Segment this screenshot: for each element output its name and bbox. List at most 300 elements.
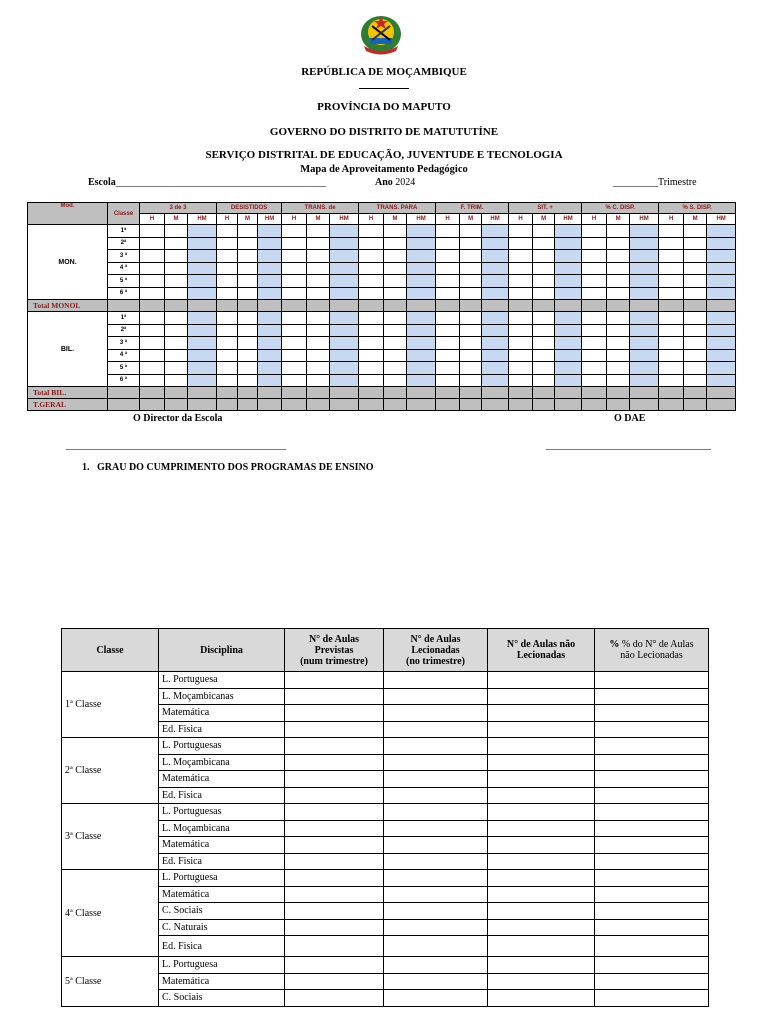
value-cell — [707, 312, 736, 325]
value-cell — [238, 225, 258, 238]
value-cell — [217, 300, 238, 312]
value-cell[interactable] — [384, 787, 488, 804]
value-cell — [407, 312, 436, 325]
value-cell[interactable] — [488, 919, 595, 936]
director-signature-line: ____________________________________________ — [66, 440, 286, 451]
value-cell — [555, 399, 582, 411]
table-row — [62, 973, 709, 990]
value-cell[interactable] — [285, 957, 384, 974]
value-cell — [707, 324, 736, 337]
value-cell[interactable] — [488, 853, 595, 870]
group-header: F. TRIM. — [436, 203, 509, 214]
value-cell — [630, 237, 659, 250]
value-cell — [482, 262, 509, 275]
value-cell[interactable] — [285, 688, 384, 705]
subject-label: L. Moçambicana — [159, 820, 285, 837]
value-cell — [384, 225, 407, 238]
value-cell — [258, 387, 282, 399]
mozambique-emblem-icon — [356, 8, 406, 56]
value-cell — [630, 275, 659, 288]
sub-header: M — [384, 214, 407, 225]
value-cell[interactable] — [384, 903, 488, 920]
value-cell — [684, 387, 707, 399]
value-cell — [359, 287, 384, 300]
value-cell[interactable] — [384, 973, 488, 990]
value-cell — [217, 225, 238, 238]
value-cell[interactable] — [384, 886, 488, 903]
subject-label: C. Naturais — [159, 919, 285, 936]
value-cell[interactable] — [595, 870, 709, 887]
value-cell[interactable] — [488, 705, 595, 722]
value-cell[interactable] — [488, 820, 595, 837]
value-cell — [436, 237, 460, 250]
value-cell — [188, 237, 217, 250]
grade-row — [28, 349, 736, 362]
value-cell — [460, 262, 482, 275]
grade-label: 6 ª — [108, 287, 140, 300]
value-cell — [359, 312, 384, 325]
value-cell[interactable] — [595, 990, 709, 1007]
value-cell[interactable] — [488, 787, 595, 804]
value-cell[interactable] — [595, 903, 709, 920]
value-cell — [307, 399, 330, 411]
value-cell — [330, 374, 359, 387]
value-cell — [684, 287, 707, 300]
value-cell — [258, 275, 282, 288]
value-cell — [282, 225, 307, 238]
value-cell — [238, 287, 258, 300]
value-cell — [482, 250, 509, 263]
sub-header: M — [684, 214, 707, 225]
value-cell — [533, 312, 555, 325]
value-cell — [140, 300, 165, 312]
value-cell[interactable] — [595, 820, 709, 837]
value-cell[interactable] — [285, 990, 384, 1007]
value-cell — [482, 275, 509, 288]
sub-header: M — [165, 214, 188, 225]
value-cell — [607, 300, 630, 312]
value-cell — [330, 237, 359, 250]
value-cell — [407, 225, 436, 238]
value-cell[interactable] — [488, 837, 595, 854]
value-cell — [436, 387, 460, 399]
grade-row — [28, 275, 736, 288]
value-cell — [282, 349, 307, 362]
value-cell[interactable] — [595, 688, 709, 705]
value-cell — [217, 250, 238, 263]
value-cell — [509, 349, 533, 362]
value-cell — [108, 300, 140, 312]
value-cell — [707, 225, 736, 238]
value-cell[interactable] — [384, 820, 488, 837]
value-cell — [330, 250, 359, 263]
value-cell — [330, 399, 359, 411]
sub-header: HM — [258, 214, 282, 225]
group-header: SIT. + — [509, 203, 582, 214]
value-cell — [509, 362, 533, 375]
value-cell — [407, 300, 436, 312]
value-cell — [482, 387, 509, 399]
value-cell — [582, 287, 607, 300]
value-cell — [140, 225, 165, 238]
value-cell — [217, 374, 238, 387]
value-cell — [707, 387, 736, 399]
value-cell — [460, 275, 482, 288]
ano-field: Ano 2024 — [375, 177, 416, 188]
value-cell — [384, 262, 407, 275]
value-cell — [555, 374, 582, 387]
dae-label: O DAE — [614, 413, 646, 424]
value-cell — [482, 225, 509, 238]
value-cell[interactable] — [384, 804, 488, 821]
value-cell — [436, 250, 460, 263]
subject-label: Ed. Fisica — [159, 853, 285, 870]
value-cell — [359, 324, 384, 337]
value-cell — [607, 387, 630, 399]
value-cell — [533, 250, 555, 263]
value-cell — [188, 374, 217, 387]
value-cell[interactable] — [285, 705, 384, 722]
value-cell — [509, 399, 533, 411]
value-cell — [330, 362, 359, 375]
value-cell — [630, 387, 659, 399]
value-cell — [684, 262, 707, 275]
value-cell[interactable] — [488, 771, 595, 788]
value-cell — [258, 349, 282, 362]
value-cell — [533, 362, 555, 375]
value-cell — [188, 275, 217, 288]
value-cell[interactable] — [488, 886, 595, 903]
value-cell — [582, 399, 607, 411]
value-cell — [509, 324, 533, 337]
value-cell[interactable] — [384, 936, 488, 957]
value-cell — [460, 324, 482, 337]
value-cell[interactable] — [285, 754, 384, 771]
subject-label: Matemática — [159, 771, 285, 788]
grade-label: 5 ª — [108, 362, 140, 375]
value-cell — [582, 337, 607, 350]
value-cell[interactable] — [595, 804, 709, 821]
value-cell — [555, 225, 582, 238]
value-cell — [258, 262, 282, 275]
value-cell[interactable] — [384, 919, 488, 936]
value-cell — [165, 324, 188, 337]
value-cell — [707, 237, 736, 250]
value-cell — [533, 262, 555, 275]
value-cell — [482, 337, 509, 350]
value-cell — [359, 225, 384, 238]
value-cell — [436, 399, 460, 411]
value-cell — [330, 262, 359, 275]
value-cell[interactable] — [595, 705, 709, 722]
table-row — [62, 936, 709, 957]
value-cell — [330, 337, 359, 350]
value-cell[interactable] — [595, 771, 709, 788]
value-cell — [659, 362, 684, 375]
value-cell — [684, 300, 707, 312]
value-cell[interactable] — [488, 870, 595, 887]
value-cell — [460, 287, 482, 300]
value-cell — [188, 399, 217, 411]
value-cell — [384, 362, 407, 375]
value-cell — [607, 337, 630, 350]
value-cell[interactable] — [595, 853, 709, 870]
value-cell — [359, 387, 384, 399]
value-cell[interactable] — [384, 754, 488, 771]
value-cell — [108, 399, 140, 411]
value-cell — [684, 324, 707, 337]
value-cell — [217, 324, 238, 337]
value-cell — [460, 337, 482, 350]
value-cell[interactable] — [488, 990, 595, 1007]
value-cell — [659, 300, 684, 312]
table-row — [62, 688, 709, 705]
value-cell — [460, 237, 482, 250]
table-row — [62, 990, 709, 1007]
value-cell — [509, 250, 533, 263]
value-cell — [582, 250, 607, 263]
value-cell — [582, 362, 607, 375]
divider — [359, 88, 409, 89]
value-cell — [165, 387, 188, 399]
subject-label: Matemática — [159, 837, 285, 854]
sub-header: HM — [188, 214, 217, 225]
value-cell — [533, 387, 555, 399]
value-cell[interactable] — [488, 804, 595, 821]
value-cell — [407, 337, 436, 350]
value-cell[interactable] — [488, 721, 595, 738]
value-cell[interactable] — [595, 973, 709, 990]
value-cell[interactable] — [488, 738, 595, 755]
value-cell[interactable] — [488, 957, 595, 974]
table-row — [62, 837, 709, 854]
value-cell[interactable] — [595, 672, 709, 689]
value-cell — [407, 374, 436, 387]
value-cell — [188, 300, 217, 312]
subject-label: Matemática — [159, 973, 285, 990]
sub-header: M — [460, 214, 482, 225]
value-cell — [436, 362, 460, 375]
value-cell — [533, 275, 555, 288]
grade-row — [28, 362, 736, 375]
value-cell — [630, 349, 659, 362]
value-cell — [384, 374, 407, 387]
group-header: % C. DISP. — [582, 203, 659, 214]
value-cell — [307, 387, 330, 399]
value-cell[interactable] — [285, 903, 384, 920]
value-cell — [282, 387, 307, 399]
value-cell[interactable] — [384, 837, 488, 854]
value-cell — [555, 362, 582, 375]
value-cell[interactable] — [285, 870, 384, 887]
value-cell[interactable] — [285, 820, 384, 837]
value-cell[interactable] — [384, 721, 488, 738]
value-cell — [330, 387, 359, 399]
table-row — [62, 804, 709, 821]
value-cell[interactable] — [595, 754, 709, 771]
value-cell — [555, 275, 582, 288]
value-cell — [436, 337, 460, 350]
value-cell[interactable] — [285, 936, 384, 957]
value-cell — [659, 262, 684, 275]
government-title: GOVERNO DO DISTRITO DE MATUTUTÍNE — [269, 126, 499, 138]
value-cell[interactable] — [285, 973, 384, 990]
grade-row — [28, 225, 736, 238]
value-cell[interactable] — [595, 837, 709, 854]
sub-header: H — [436, 214, 460, 225]
value-cell — [238, 362, 258, 375]
value-cell[interactable] — [285, 787, 384, 804]
value-cell — [436, 349, 460, 362]
value-cell — [659, 399, 684, 411]
value-cell — [630, 399, 659, 411]
value-cell[interactable] — [488, 754, 595, 771]
sub-header: H — [582, 214, 607, 225]
total-bil-row — [28, 387, 736, 399]
value-cell — [555, 324, 582, 337]
sub-header: HM — [630, 214, 659, 225]
value-cell — [165, 237, 188, 250]
value-cell — [384, 287, 407, 300]
value-cell — [707, 349, 736, 362]
value-cell — [533, 399, 555, 411]
value-cell[interactable] — [285, 886, 384, 903]
value-cell — [238, 399, 258, 411]
value-cell — [188, 337, 217, 350]
sub-header: HM — [330, 214, 359, 225]
value-cell[interactable] — [595, 886, 709, 903]
grade-row — [28, 262, 736, 275]
value-cell — [509, 275, 533, 288]
value-cell[interactable] — [384, 705, 488, 722]
value-cell — [607, 374, 630, 387]
value-cell — [533, 225, 555, 238]
value-cell[interactable] — [488, 672, 595, 689]
value-cell — [659, 374, 684, 387]
sub-header: M — [307, 214, 330, 225]
value-cell — [460, 300, 482, 312]
value-cell[interactable] — [285, 919, 384, 936]
col-classe: Classe — [62, 629, 159, 672]
value-cell[interactable] — [384, 870, 488, 887]
value-cell[interactable] — [384, 853, 488, 870]
value-cell[interactable] — [488, 903, 595, 920]
value-cell — [217, 337, 238, 350]
value-cell[interactable] — [285, 771, 384, 788]
value-cell — [482, 287, 509, 300]
value-cell — [108, 387, 140, 399]
value-cell — [307, 324, 330, 337]
section-1-heading: 1. GRAU DO CUMPRIMENTO DOS PROGRAMAS DE ENSINO — [82, 462, 374, 473]
value-cell — [140, 237, 165, 250]
value-cell — [238, 262, 258, 275]
classe-header: Classe — [108, 203, 140, 225]
table-row — [62, 820, 709, 837]
value-cell[interactable] — [595, 957, 709, 974]
class-label: 3ª Classe — [62, 804, 159, 870]
value-cell — [282, 237, 307, 250]
value-cell[interactable] — [384, 672, 488, 689]
value-cell[interactable] — [595, 919, 709, 936]
value-cell[interactable] — [285, 672, 384, 689]
value-cell — [555, 337, 582, 350]
value-cell[interactable] — [285, 804, 384, 821]
value-cell — [509, 374, 533, 387]
value-cell — [630, 300, 659, 312]
value-cell — [258, 374, 282, 387]
map-title: Mapa de Aproveitamento Pedagógico — [300, 164, 468, 175]
value-cell — [238, 374, 258, 387]
value-cell — [482, 312, 509, 325]
value-cell[interactable] — [384, 771, 488, 788]
value-cell[interactable] — [488, 936, 595, 957]
sub-header: H — [282, 214, 307, 225]
table-row — [62, 853, 709, 870]
value-cell[interactable] — [488, 973, 595, 990]
value-cell — [330, 275, 359, 288]
value-cell — [460, 374, 482, 387]
subject-label: L. Portuguesa — [159, 957, 285, 974]
value-cell — [282, 262, 307, 275]
col-lecionadas: N° de Aulas Lecionadas (no trimestre) — [384, 629, 488, 672]
value-cell[interactable] — [285, 837, 384, 854]
value-cell[interactable] — [384, 738, 488, 755]
value-cell[interactable] — [595, 936, 709, 957]
value-cell — [238, 275, 258, 288]
value-cell — [188, 312, 217, 325]
value-cell — [258, 250, 282, 263]
value-cell — [188, 324, 217, 337]
header-row — [28, 203, 736, 214]
value-cell — [582, 225, 607, 238]
value-cell[interactable] — [595, 787, 709, 804]
value-cell — [555, 287, 582, 300]
value-cell[interactable] — [384, 688, 488, 705]
value-cell — [509, 287, 533, 300]
grade-row — [28, 237, 736, 250]
sub-header: M — [238, 214, 258, 225]
value-cell — [307, 349, 330, 362]
mod-header: Mod. — [28, 203, 108, 225]
value-cell — [238, 387, 258, 399]
value-cell — [555, 262, 582, 275]
value-cell[interactable] — [384, 957, 488, 974]
subject-label: L. Portuguesas — [159, 804, 285, 821]
value-cell — [582, 300, 607, 312]
value-cell — [384, 237, 407, 250]
value-cell[interactable] — [595, 738, 709, 755]
dae-signature-line: _________________________________ — [546, 440, 711, 451]
value-cell[interactable] — [384, 990, 488, 1007]
value-cell — [384, 250, 407, 263]
table-row — [62, 771, 709, 788]
value-cell[interactable] — [488, 688, 595, 705]
value-cell[interactable] — [595, 721, 709, 738]
value-cell — [630, 337, 659, 350]
value-cell — [407, 399, 436, 411]
sub-header: M — [607, 214, 630, 225]
value-cell — [533, 349, 555, 362]
sub-header: HM — [482, 214, 509, 225]
value-cell — [407, 262, 436, 275]
value-cell — [482, 374, 509, 387]
grade-label: 4 ª — [108, 349, 140, 362]
value-cell[interactable] — [285, 738, 384, 755]
value-cell[interactable] — [285, 721, 384, 738]
value-cell — [407, 324, 436, 337]
value-cell — [330, 324, 359, 337]
value-cell[interactable] — [285, 853, 384, 870]
